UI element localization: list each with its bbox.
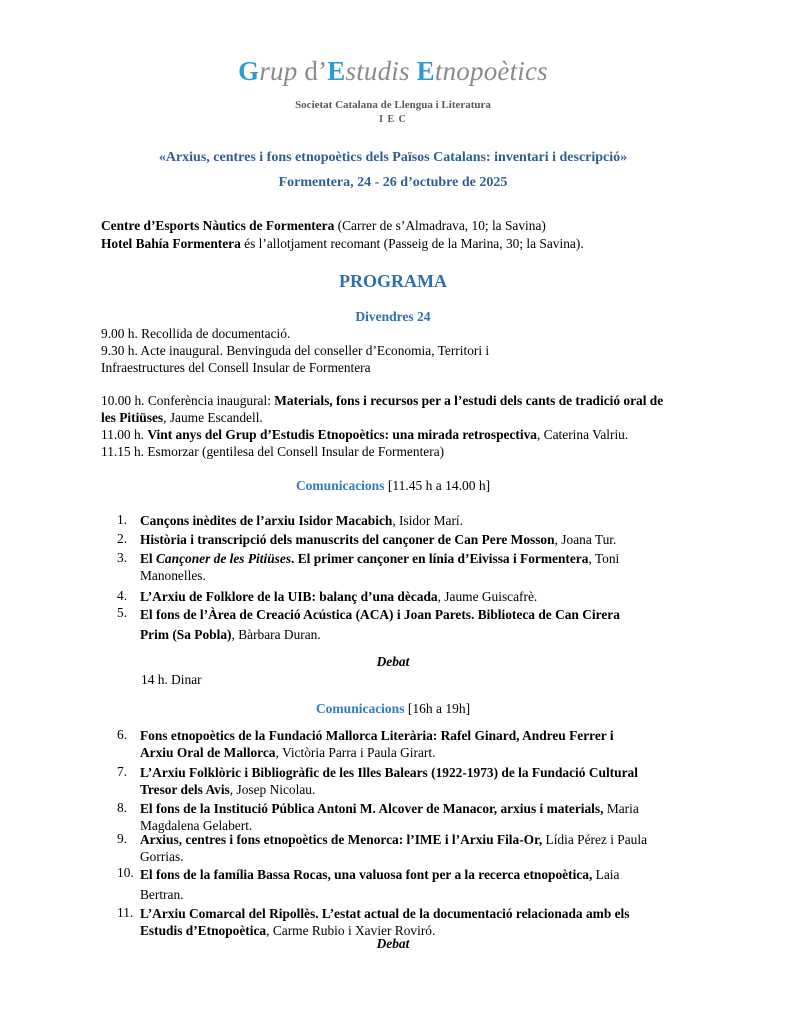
venue-line xyxy=(101,218,546,234)
logo-text-tnopoetics: tnopoètics xyxy=(434,56,548,86)
list-number: 9. xyxy=(117,831,128,846)
item-speaker: , Isidor Marí. xyxy=(392,513,464,528)
programa-heading: PROGRAMA xyxy=(339,271,447,291)
list-item xyxy=(140,550,700,584)
list-item xyxy=(140,831,700,865)
list-item xyxy=(140,512,700,529)
item-title: El fons de la Institució Pública Antoni M. Alcover de Manacor, arxius i materials, xyxy=(140,801,604,816)
item-title: L’Arxiu Comarcal del Ripollès. L’estat actual de la documentació relacionada amb els xyxy=(140,906,630,921)
venue-name: Centre d’Esports Nàutics de Formentera xyxy=(101,218,335,233)
list-item xyxy=(140,588,700,605)
schedule-line: Infraestructures del Consell Insular de Formentera xyxy=(101,360,371,375)
iec-label: I E C xyxy=(379,114,407,125)
item-speaker: , Jaume Guiscafrè. xyxy=(437,589,538,604)
item-speaker: Magdalena Gelabert. xyxy=(140,818,253,833)
hotel-detail: és l’allotjament recomant (Passeig de la Marina, 30; la Savina). xyxy=(240,236,584,251)
item-speaker: , Bàrbara Duran. xyxy=(231,627,321,642)
item-title: Estudis d’Etnopoètica xyxy=(140,923,267,938)
list-item xyxy=(140,605,700,645)
logo-letter-g: G xyxy=(238,56,260,86)
item-title-italic: Cançoner de les Pitiüses xyxy=(156,551,292,566)
logo-text-rup: rup xyxy=(259,56,305,86)
logo-text-d: d’ xyxy=(304,56,328,86)
session-time: [16h a 19h] xyxy=(404,701,471,716)
list-item xyxy=(140,531,700,548)
session-heading xyxy=(0,478,786,494)
list-number: 11. xyxy=(117,905,134,920)
item-speaker: Maria xyxy=(603,801,639,816)
list-item xyxy=(140,865,700,905)
item-title: Fons etnopoètics de la Fundació Mallorca Literària: Rafel Ginard, Andreu Ferrer i xyxy=(140,728,614,743)
item-speaker: Laia xyxy=(592,867,620,882)
list-number: 1. xyxy=(117,512,128,527)
item-title: Prim (Sa Pobla) xyxy=(140,627,232,642)
event-place-date: Formentera, 24 - 26 d’octubre de 2025 xyxy=(278,175,508,190)
schedule-time: 11.00 h. xyxy=(101,427,148,442)
debat-label: Debat xyxy=(376,654,410,669)
list-number: 5. xyxy=(117,605,128,620)
day-heading: Divendres 24 xyxy=(355,309,431,324)
list-item xyxy=(140,905,700,939)
list-item xyxy=(140,800,700,834)
item-speaker: Gorrias. xyxy=(140,849,184,864)
item-speaker: , Josep Nicolau. xyxy=(229,782,316,797)
item-speaker: Manonelles. xyxy=(140,568,206,583)
lunch-line: 14 h. Dinar xyxy=(141,672,202,687)
item-title: Cançons inèdites de l’arxiu Isidor Macabich xyxy=(140,513,393,528)
list-number: 2. xyxy=(117,531,128,546)
schedule-line: 9.00 h. Recollida de documentació. xyxy=(101,326,291,341)
session-heading xyxy=(0,701,786,717)
schedule-line: 11.15 h. Esmorzar (gentilesa del Consell Insular de Formentera) xyxy=(101,444,445,459)
session-time: [11.45 h a 14.00 h] xyxy=(384,478,491,493)
list-number: 10. xyxy=(117,865,134,880)
talk-title: les Pitiüses xyxy=(101,410,164,425)
item-title: El fons de l’Àrea de Creació Acústica (ACA) i Joan Parets. Biblioteca de Can Cirera xyxy=(140,607,620,622)
item-title: El xyxy=(140,551,156,566)
talk-title: Materials, fons i recursos per a l’estudi dels cants de tradició oral de xyxy=(274,393,664,408)
hotel-name: Hotel Bahía Formentera xyxy=(101,236,241,251)
item-title: Arxius, centres i fons etnopoètics de Menorca: l’IME i l’Arxiu Fila-Or, xyxy=(140,832,543,847)
schedule-line xyxy=(101,427,628,443)
talk-title: Vint anys del Grup d’Estudis Etnopoètics: una mirada retrospectiva xyxy=(147,427,537,442)
list-item xyxy=(140,764,700,798)
talk-speaker: , Jaume Escandell. xyxy=(163,410,263,425)
item-title: Història i transcripció dels manuscrits del cançoner de Can Pere Mosson xyxy=(140,532,555,547)
item-title: . El primer cançoner en línia d’Eivissa i Formentera xyxy=(291,551,589,566)
list-item xyxy=(140,727,700,761)
talk-speaker: , Caterina Valriu. xyxy=(536,427,629,442)
schedule-line xyxy=(101,393,663,409)
item-speaker: , Carme Rubio i Xavier Roviró. xyxy=(266,923,436,938)
list-number: 4. xyxy=(117,588,128,603)
hotel-line xyxy=(101,236,584,252)
item-speaker: Bertran. xyxy=(140,887,184,902)
logo xyxy=(0,56,786,87)
item-speaker: , Victòria Parra i Paula Girart. xyxy=(275,745,436,760)
session-label: Comunicacions xyxy=(315,701,405,716)
list-number: 3. xyxy=(117,550,128,565)
item-title: Tresor dels Avis xyxy=(140,782,230,797)
logo-letter-e2: E xyxy=(416,56,435,86)
society-name: Societat Catalana de Llengua i Literatura xyxy=(295,99,491,111)
logo-letter-e: E xyxy=(327,56,346,86)
event-title: «Arxius, centres i fons etnopoètics dels Països Catalans: inventari i descripció» xyxy=(158,150,628,165)
item-speaker: Lídia Pérez i Paula xyxy=(542,832,648,847)
logo-text-studis: studis xyxy=(345,56,417,86)
schedule-line: 9.30 h. Acte inaugural. Benvinguda del conseller d’Economia, Territori i xyxy=(101,343,490,358)
venue-detail: (Carrer de s’Almadrava, 10; la Savina) xyxy=(334,218,546,233)
schedule-line xyxy=(101,410,263,426)
list-number: 8. xyxy=(117,800,128,815)
item-title: Arxiu Oral de Mallorca xyxy=(140,745,276,760)
debat-label: Debat xyxy=(376,936,410,951)
list-number: 7. xyxy=(117,764,128,779)
item-title: L’Arxiu de Folklore de la UIB: balanç d’una dècada xyxy=(140,589,438,604)
session-label: Comunicacions xyxy=(295,478,385,493)
item-title: El fons de la família Bassa Rocas, una valuosa font per a la recerca etnopoètica, xyxy=(140,867,593,882)
item-speaker: , Joana Tur. xyxy=(554,532,617,547)
schedule-time: 10.00 h. Conferència inaugural: xyxy=(101,393,275,408)
item-speaker: , Toni xyxy=(588,551,620,566)
item-title: L’Arxiu Folklòric i Bibliogràfic de les Illes Balears (1922-1973) de la Fundació Cultural xyxy=(140,765,638,780)
list-number: 6. xyxy=(117,727,128,742)
